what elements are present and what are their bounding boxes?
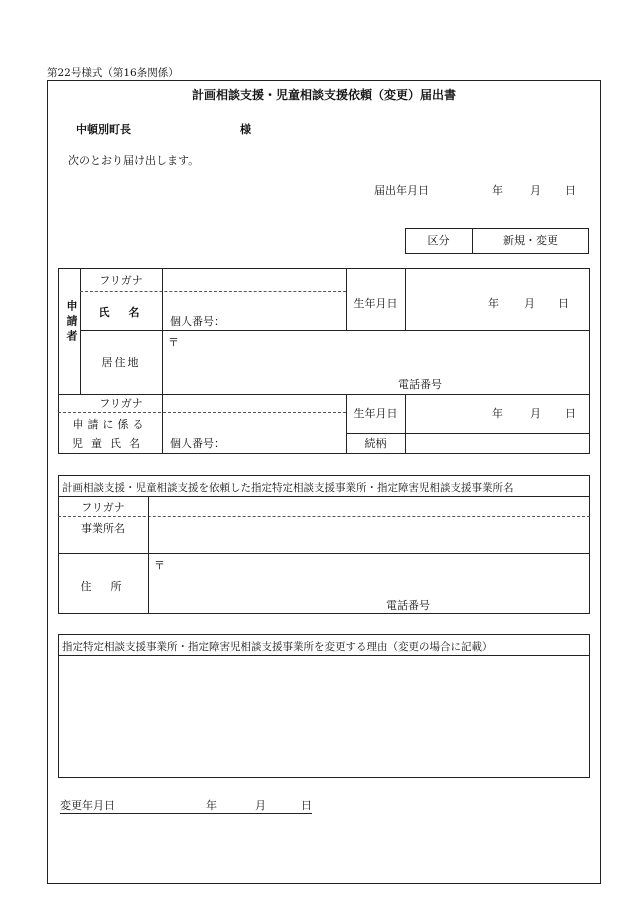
applicant-postal-mark: 〒 — [168, 336, 179, 349]
applicant-furigana-label: フリガナ — [99, 274, 143, 287]
submit-date-label: 届出年月日 — [374, 184, 429, 197]
office-furigana-label: フリガナ — [81, 501, 125, 514]
page-title: 計画相談支援・児童相談支援依頼（変更）届出書 — [191, 88, 456, 102]
office-header: 計画相談支援・児童相談支援を依頼した指定特定相談支援事業所・指定障害児相談支援事業所名 — [62, 482, 514, 494]
change-date-year: 年 — [206, 799, 217, 812]
child-relation-label: 続柄 — [364, 437, 387, 450]
form-number: 第22号様式（第16条関係） — [47, 67, 179, 79]
change-date-day: 日 — [301, 799, 312, 812]
applicant-birth-month: 月 — [524, 297, 535, 310]
reason-header: 指定特定相談支援事業所・指定障害児相談支援事業所を変更する理由（変更の場合に記載） — [62, 641, 493, 653]
child-birth-month: 月 — [530, 407, 541, 420]
submit-date-day: 日 — [565, 184, 576, 197]
applicant-birth-label: 生年月日 — [353, 297, 398, 310]
submit-date-month: 月 — [530, 184, 541, 197]
intro-text: 次のとおり届け出します。 — [68, 154, 200, 167]
child-birth-day: 日 — [565, 407, 576, 420]
child-personal-number[interactable]: 個人番号： — [170, 437, 225, 450]
category-label: 区分 — [427, 234, 450, 247]
change-date-label: 変更年月日 — [60, 799, 115, 812]
applicant-birth-day: 日 — [558, 297, 569, 310]
applicant-personal-number[interactable]: 個人番号： — [170, 315, 225, 328]
child-furigana-label: フリガナ — [99, 397, 143, 410]
category-value[interactable]: 新規・変更 — [503, 234, 558, 247]
child-label-line1: 申請に係る — [72, 418, 148, 431]
office-name-label: 事業所名 — [81, 522, 125, 535]
applicant-name-label: 氏 名 — [98, 306, 144, 319]
office-phone-label: 電話番号 — [386, 599, 430, 612]
addressee-name: 中頓別町長 — [76, 123, 131, 136]
applicant-birth-year: 年 — [488, 297, 499, 310]
change-date-underline — [60, 813, 312, 814]
office-address-label: 住 所 — [80, 580, 126, 593]
child-birth-label: 生年月日 — [353, 407, 398, 420]
submit-date-year: 年 — [492, 184, 503, 197]
addressee-honorific: 様 — [240, 123, 251, 136]
applicant-section-label: 申請者 — [65, 300, 78, 345]
office-postal-mark: 〒 — [154, 559, 165, 572]
change-date-month: 月 — [255, 799, 266, 812]
child-birth-year: 年 — [492, 407, 503, 420]
child-label-line2: 児童氏名 — [72, 437, 148, 450]
applicant-address-label: 居住地 — [101, 356, 141, 369]
applicant-phone-label: 電話番号 — [398, 378, 442, 391]
